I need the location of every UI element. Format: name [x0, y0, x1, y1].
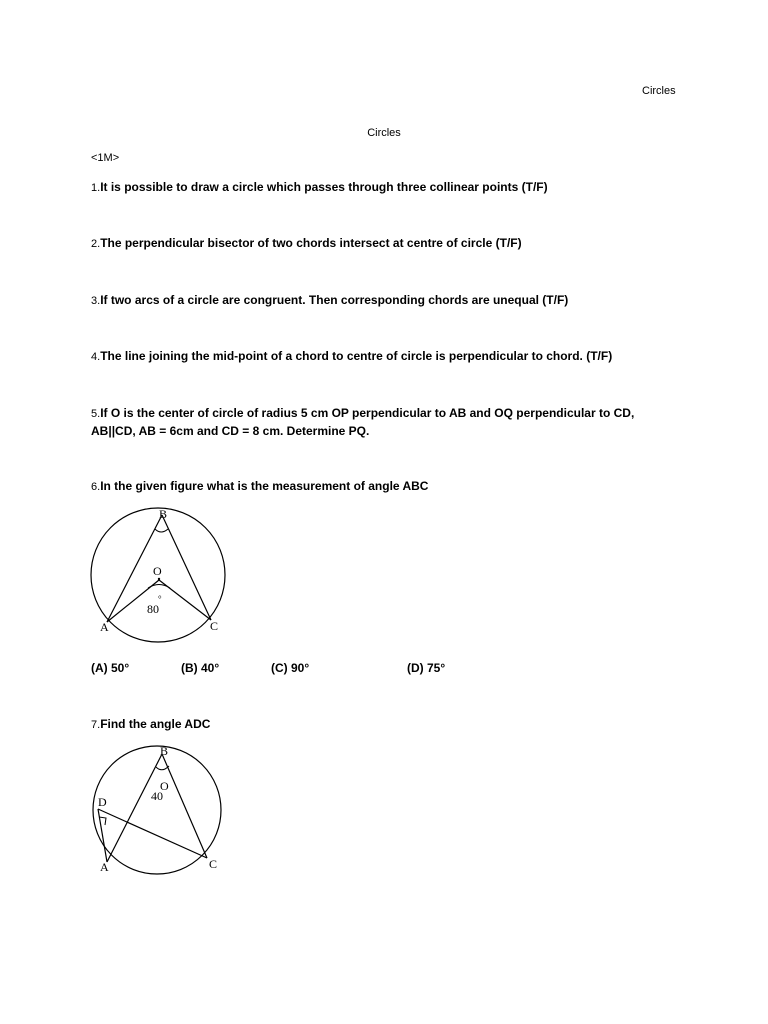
degree-mark: °: [158, 594, 162, 604]
center-point-o: [158, 578, 160, 580]
label-d: D: [98, 795, 107, 809]
angle-arc-o: [148, 585, 170, 589]
option-a: (A) 50°: [91, 661, 130, 675]
question-5: [91, 405, 681, 440]
label-c: C: [210, 619, 219, 633]
figure-1-circle-diagram: [85, 503, 230, 643]
question-number: 1.: [91, 182, 101, 194]
question-text: In the given figure what is the measurement of angle ABC: [100, 479, 429, 493]
question-2: [91, 235, 691, 253]
question-7: [91, 716, 691, 734]
question-number: 6.: [91, 481, 101, 493]
label-a: A: [100, 620, 109, 634]
question-text: If O is the center of circle of radius 5 cm OP perpendicular to AB and OQ perpendicular to CD, AB||CD, AB = 6cm and CD = 8 cm. Determine PQ.: [91, 406, 635, 438]
option-b: (B) 40°: [181, 661, 220, 675]
label-o: O: [153, 564, 162, 578]
question-number: 3.: [91, 295, 101, 307]
option-c: (C) 90°: [271, 661, 310, 675]
label-o: O: [160, 779, 169, 793]
marks-label: <1M>: [91, 152, 120, 164]
question-text: If two arcs of a circle are congruent. Then corresponding chords are unequal (T/F): [100, 293, 569, 307]
question-number: 4.: [91, 351, 101, 363]
label-c: C: [209, 857, 218, 871]
label-b: B: [160, 744, 169, 758]
question-1: [91, 179, 691, 197]
question-6: [91, 478, 691, 496]
label-angle-40: 40: [151, 789, 163, 803]
question-number: 2.: [91, 238, 101, 250]
chord-bc: [162, 754, 207, 858]
running-header: Circles: [642, 85, 676, 97]
chord-bc: [162, 515, 211, 620]
question-number: 7.: [91, 719, 101, 731]
question-text: The line joining the mid-point of a chord to centre of circle is perpendicular to chord. (T/F): [100, 349, 613, 363]
question-text: It is possible to draw a circle which passes through three collinear points (T/F): [100, 180, 548, 194]
figure-2-circle: [93, 746, 221, 874]
question-text: The perpendicular bisector of two chords intersect at centre of circle (T/F): [100, 236, 522, 250]
question-text: Find the angle ADC: [100, 717, 211, 731]
figure-2-circle-diagram: [85, 742, 230, 877]
option-d: (D) 75°: [407, 661, 446, 675]
question-4: [91, 348, 691, 366]
chord-dc: [98, 809, 207, 858]
label-b: B: [159, 507, 168, 521]
label-angle-80: 80: [147, 602, 159, 616]
chord-ba: [107, 754, 162, 862]
angle-arc-b: [155, 529, 168, 532]
question-number: 5.: [91, 408, 101, 420]
question-3: [91, 292, 691, 310]
label-a: A: [100, 860, 109, 874]
page-title: Circles: [367, 127, 401, 139]
